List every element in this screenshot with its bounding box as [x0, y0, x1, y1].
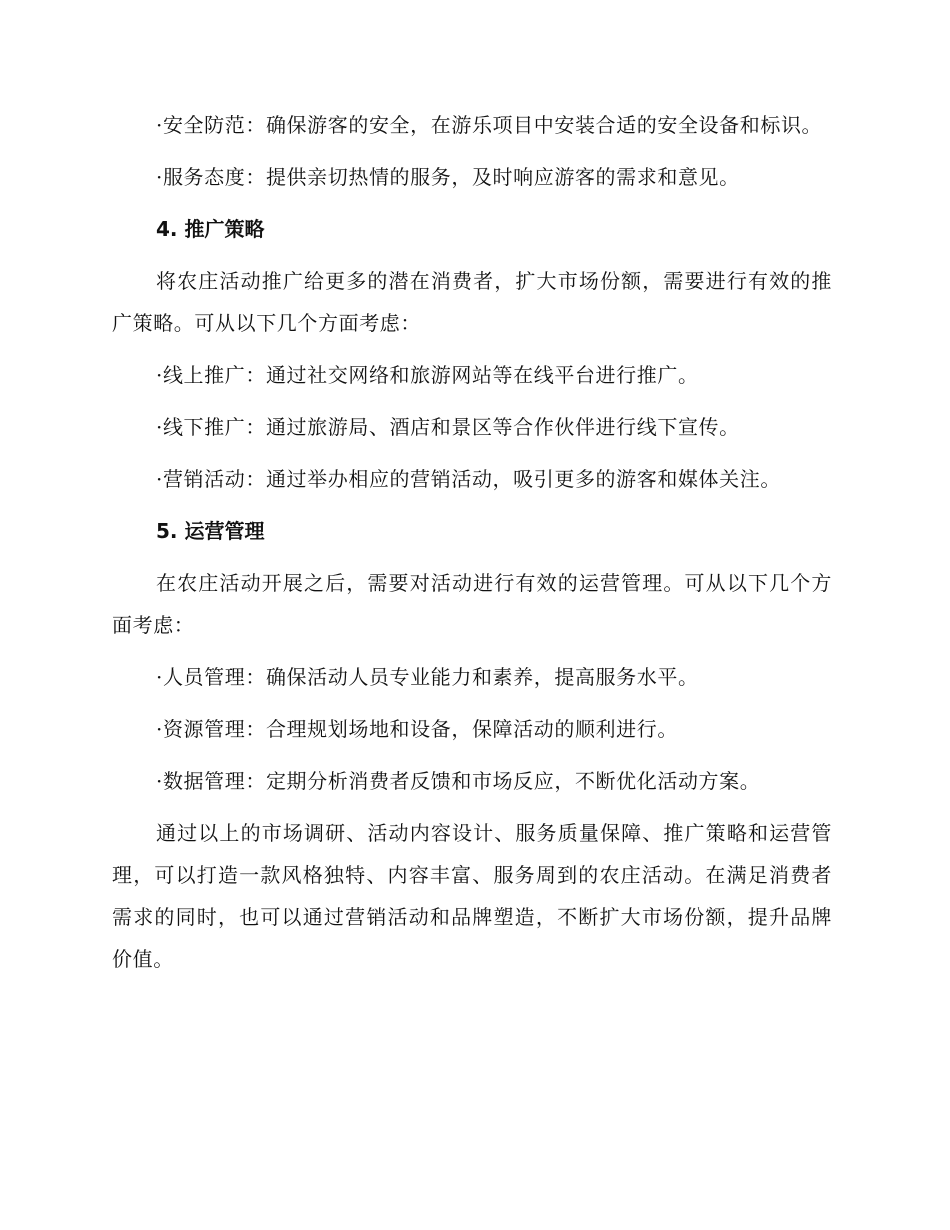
promotion-intro-paragraph: 将农庄活动推广给更多的潜在消费者，扩大市场份额，需要进行有效的推广策略。可从以下几个方面考虑：	[112, 269, 832, 335]
conclusion-paragraph: 通过以上的市场调研、活动内容设计、服务质量保障、推广策略和运营管理，可以打造一款风格独特、内容丰富、服务周到的农庄活动。在满足消费者需求的同时，也可以通过营销活动和品牌塑造，不断扩大市场份额，提升品牌价值。	[112, 821, 832, 971]
section-heading-operations: 5. 运营管理	[156, 519, 265, 543]
bullet-data-management: ·数据管理：定期分析消费者反馈和市场反应，不断优化活动方案。	[156, 769, 761, 793]
bullet-marketing-activities: ·营销活动：通过举办相应的营销活动，吸引更多的游客和媒体关注。	[156, 467, 781, 491]
section-heading-promotion: 4. 推广策略	[156, 217, 265, 241]
bullet-resource-management: ·资源管理：合理规划场地和设备，保障活动的顺利进行。	[156, 717, 678, 741]
bullet-safety: ·安全防范：确保游客的安全，在游乐项目中安装合适的安全设备和标识。	[156, 113, 823, 137]
operations-intro-paragraph: 在农庄活动开展之后，需要对活动进行有效的运营管理。可从以下几个方面考虑：	[112, 571, 832, 637]
document-page	[112, 104, 832, 990]
bullet-online-promotion: ·线上推广：通过社交网络和旅游网站等在线平台进行推广。	[156, 363, 699, 387]
bullet-personnel-management: ·人员管理：确保活动人员专业能力和素养，提高服务水平。	[156, 665, 699, 689]
bullet-offline-promotion: ·线下推广：通过旅游局、酒店和景区等合作伙伴进行线下宣传。	[156, 415, 740, 439]
bullet-service-attitude: ·服务态度：提供亲切热情的服务，及时响应游客的需求和意见。	[156, 165, 740, 189]
